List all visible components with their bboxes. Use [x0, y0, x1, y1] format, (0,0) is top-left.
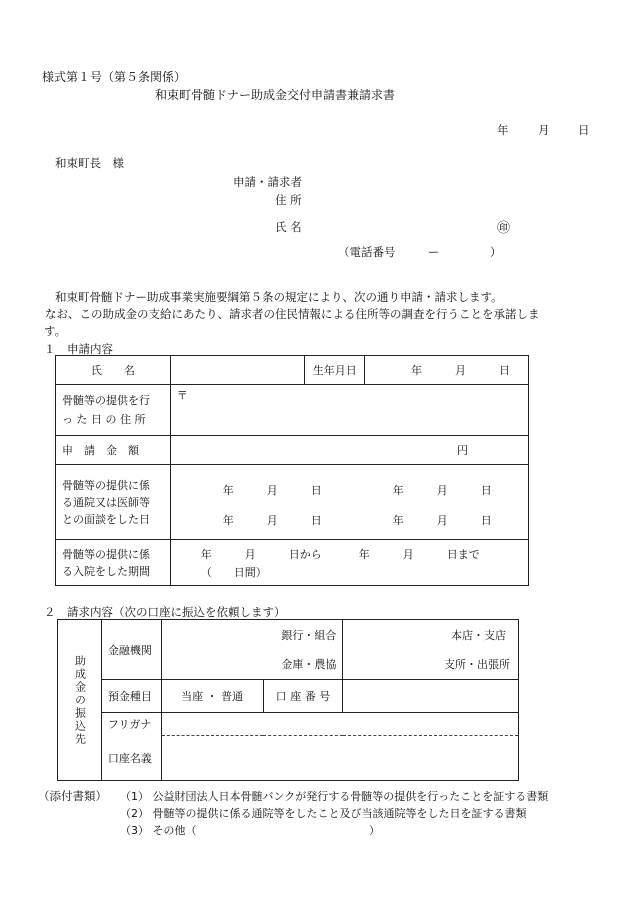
application-table	[55, 355, 529, 586]
bank-side-label-cell	[58, 620, 102, 781]
deposit-label: 預金種目	[107, 690, 152, 703]
furigana-label: フリガナ	[107, 718, 152, 732]
bank-type-2: 金庫・農協	[281, 658, 337, 672]
bank-label: 金融機関	[107, 643, 152, 657]
birth-date-value: 年 月 日	[411, 364, 510, 377]
account-number-cell[interactable]	[343, 680, 519, 713]
visit-label-2: る通院又は医師等	[62, 495, 150, 509]
deposit-label-cell	[101, 680, 161, 713]
account-number-label-cell	[263, 680, 343, 713]
stay-from: 年 月 日から	[200, 548, 322, 561]
furigana-label-cell	[101, 713, 161, 736]
amount-label: 申 請 金 額	[62, 444, 139, 457]
birth-label: 生年月日	[312, 364, 357, 377]
visit-label-3: との面談をした日	[62, 512, 150, 526]
visit-date-4: 年 月 日	[392, 514, 492, 527]
branch-type-2: 支所・出張所	[444, 658, 510, 672]
attachment-item-3-close: ）	[369, 824, 380, 837]
body-text-line1: 和束町骨髄ドナー助成事業実施要綱第５条の規定により、次の通り申請・請求します。	[55, 290, 503, 304]
donation-address-label-1: 骨髄等の提供を行	[62, 394, 150, 407]
birth-label-cell	[305, 356, 365, 385]
visit-label-1: 骨髄等の提供に係	[62, 478, 150, 492]
account-name-input-cell[interactable]	[161, 736, 518, 781]
branch-type-1: 本店・支店	[451, 628, 506, 642]
bank-type-cell-2[interactable]	[161, 650, 343, 680]
donation-address-cell[interactable]	[170, 385, 528, 436]
visit-date-3: 年 月 日	[222, 514, 322, 527]
applicant-role: 申請・請求者	[233, 175, 302, 189]
furigana-input-cell[interactable]	[161, 713, 518, 736]
bank-type-1: 銀行・組合	[281, 628, 337, 642]
phone-dash: ー	[428, 245, 440, 259]
form-number: 様式第１号（第５条関係）	[42, 70, 187, 84]
date-day: 日	[578, 123, 590, 137]
deposit-type-value: 当座 ・ 普通	[181, 690, 244, 703]
document-title: 和束町骨髄ドナー助成金交付申請書兼請求書	[155, 88, 396, 102]
body-text-line2: なお、この助成金の支給にあたり、請求者の住民情報による住所等の調査を行うことを承諾しま	[45, 307, 540, 321]
date-year: 年	[497, 123, 509, 137]
visit-date-2: 年 月 日	[392, 484, 492, 497]
attachment-item-2: （2） 骨髄等の提供に係る通院等をしたこと及び当該通院等をした日を証する書類	[120, 807, 527, 820]
account-name-label: 口座名義	[107, 751, 152, 765]
name-label-cell	[56, 356, 171, 385]
phone-close: ）	[490, 245, 502, 259]
seal-mark: ㊞	[497, 221, 511, 236]
bank-table	[57, 619, 519, 781]
section2-title: ２ 請求内容（次の口座に振込を依頼します）	[44, 605, 286, 619]
stay-label-cell	[56, 540, 171, 586]
bank-side-label: 助成金の振込先	[73, 654, 87, 746]
amount-unit: 円	[457, 444, 468, 457]
amount-label-cell	[56, 436, 171, 465]
stay-label-2: る入院をした期間	[62, 564, 150, 578]
bank-label-cell	[101, 620, 161, 680]
attachment-item-3: （3） その他（	[120, 824, 197, 837]
donation-address-label-2: っ た 日 の 住 所	[62, 413, 146, 426]
body-text-line3: す。	[44, 324, 67, 338]
attachments-label: （添付書類）	[38, 789, 107, 803]
addressee: 和束町長 様	[55, 156, 124, 170]
name-input-cell[interactable]	[170, 356, 305, 385]
section1-title: １ 申請内容	[44, 342, 113, 356]
donation-address-label-cell	[56, 385, 171, 436]
applicant-name-label: 氏 名	[275, 220, 302, 234]
visit-date-1: 年 月 日	[222, 484, 322, 497]
visit-label-cell	[56, 465, 171, 540]
attachment-item-1: （1） 公益財団法人日本骨髄バンクが発行する骨髄等の提供を行ったことを証する書類	[120, 790, 549, 803]
birth-date-cell[interactable]	[365, 356, 529, 385]
branch-type-cell-1[interactable]	[343, 620, 519, 650]
stay-period-cell[interactable]	[170, 540, 528, 586]
applicant-address-label: 住 所	[275, 193, 302, 207]
deposit-type-cell[interactable]	[161, 680, 263, 713]
date-month: 月	[538, 123, 550, 137]
branch-type-cell-2[interactable]	[343, 650, 519, 680]
stay-days: （ 日間）	[200, 566, 267, 579]
account-number-label: 口 座 番 号	[275, 690, 331, 703]
stay-label-1: 骨髄等の提供に係	[62, 547, 150, 561]
phone-label: （電話番号	[338, 245, 396, 259]
name-label: 氏 名	[90, 364, 135, 377]
bank-type-cell-1[interactable]	[161, 620, 343, 650]
amount-cell[interactable]	[170, 436, 528, 465]
account-name-label-cell	[101, 736, 161, 781]
stay-to: 年 月 日まで	[358, 548, 480, 561]
visit-dates-cell[interactable]	[170, 465, 528, 540]
postal-mark: 〒	[176, 389, 188, 402]
